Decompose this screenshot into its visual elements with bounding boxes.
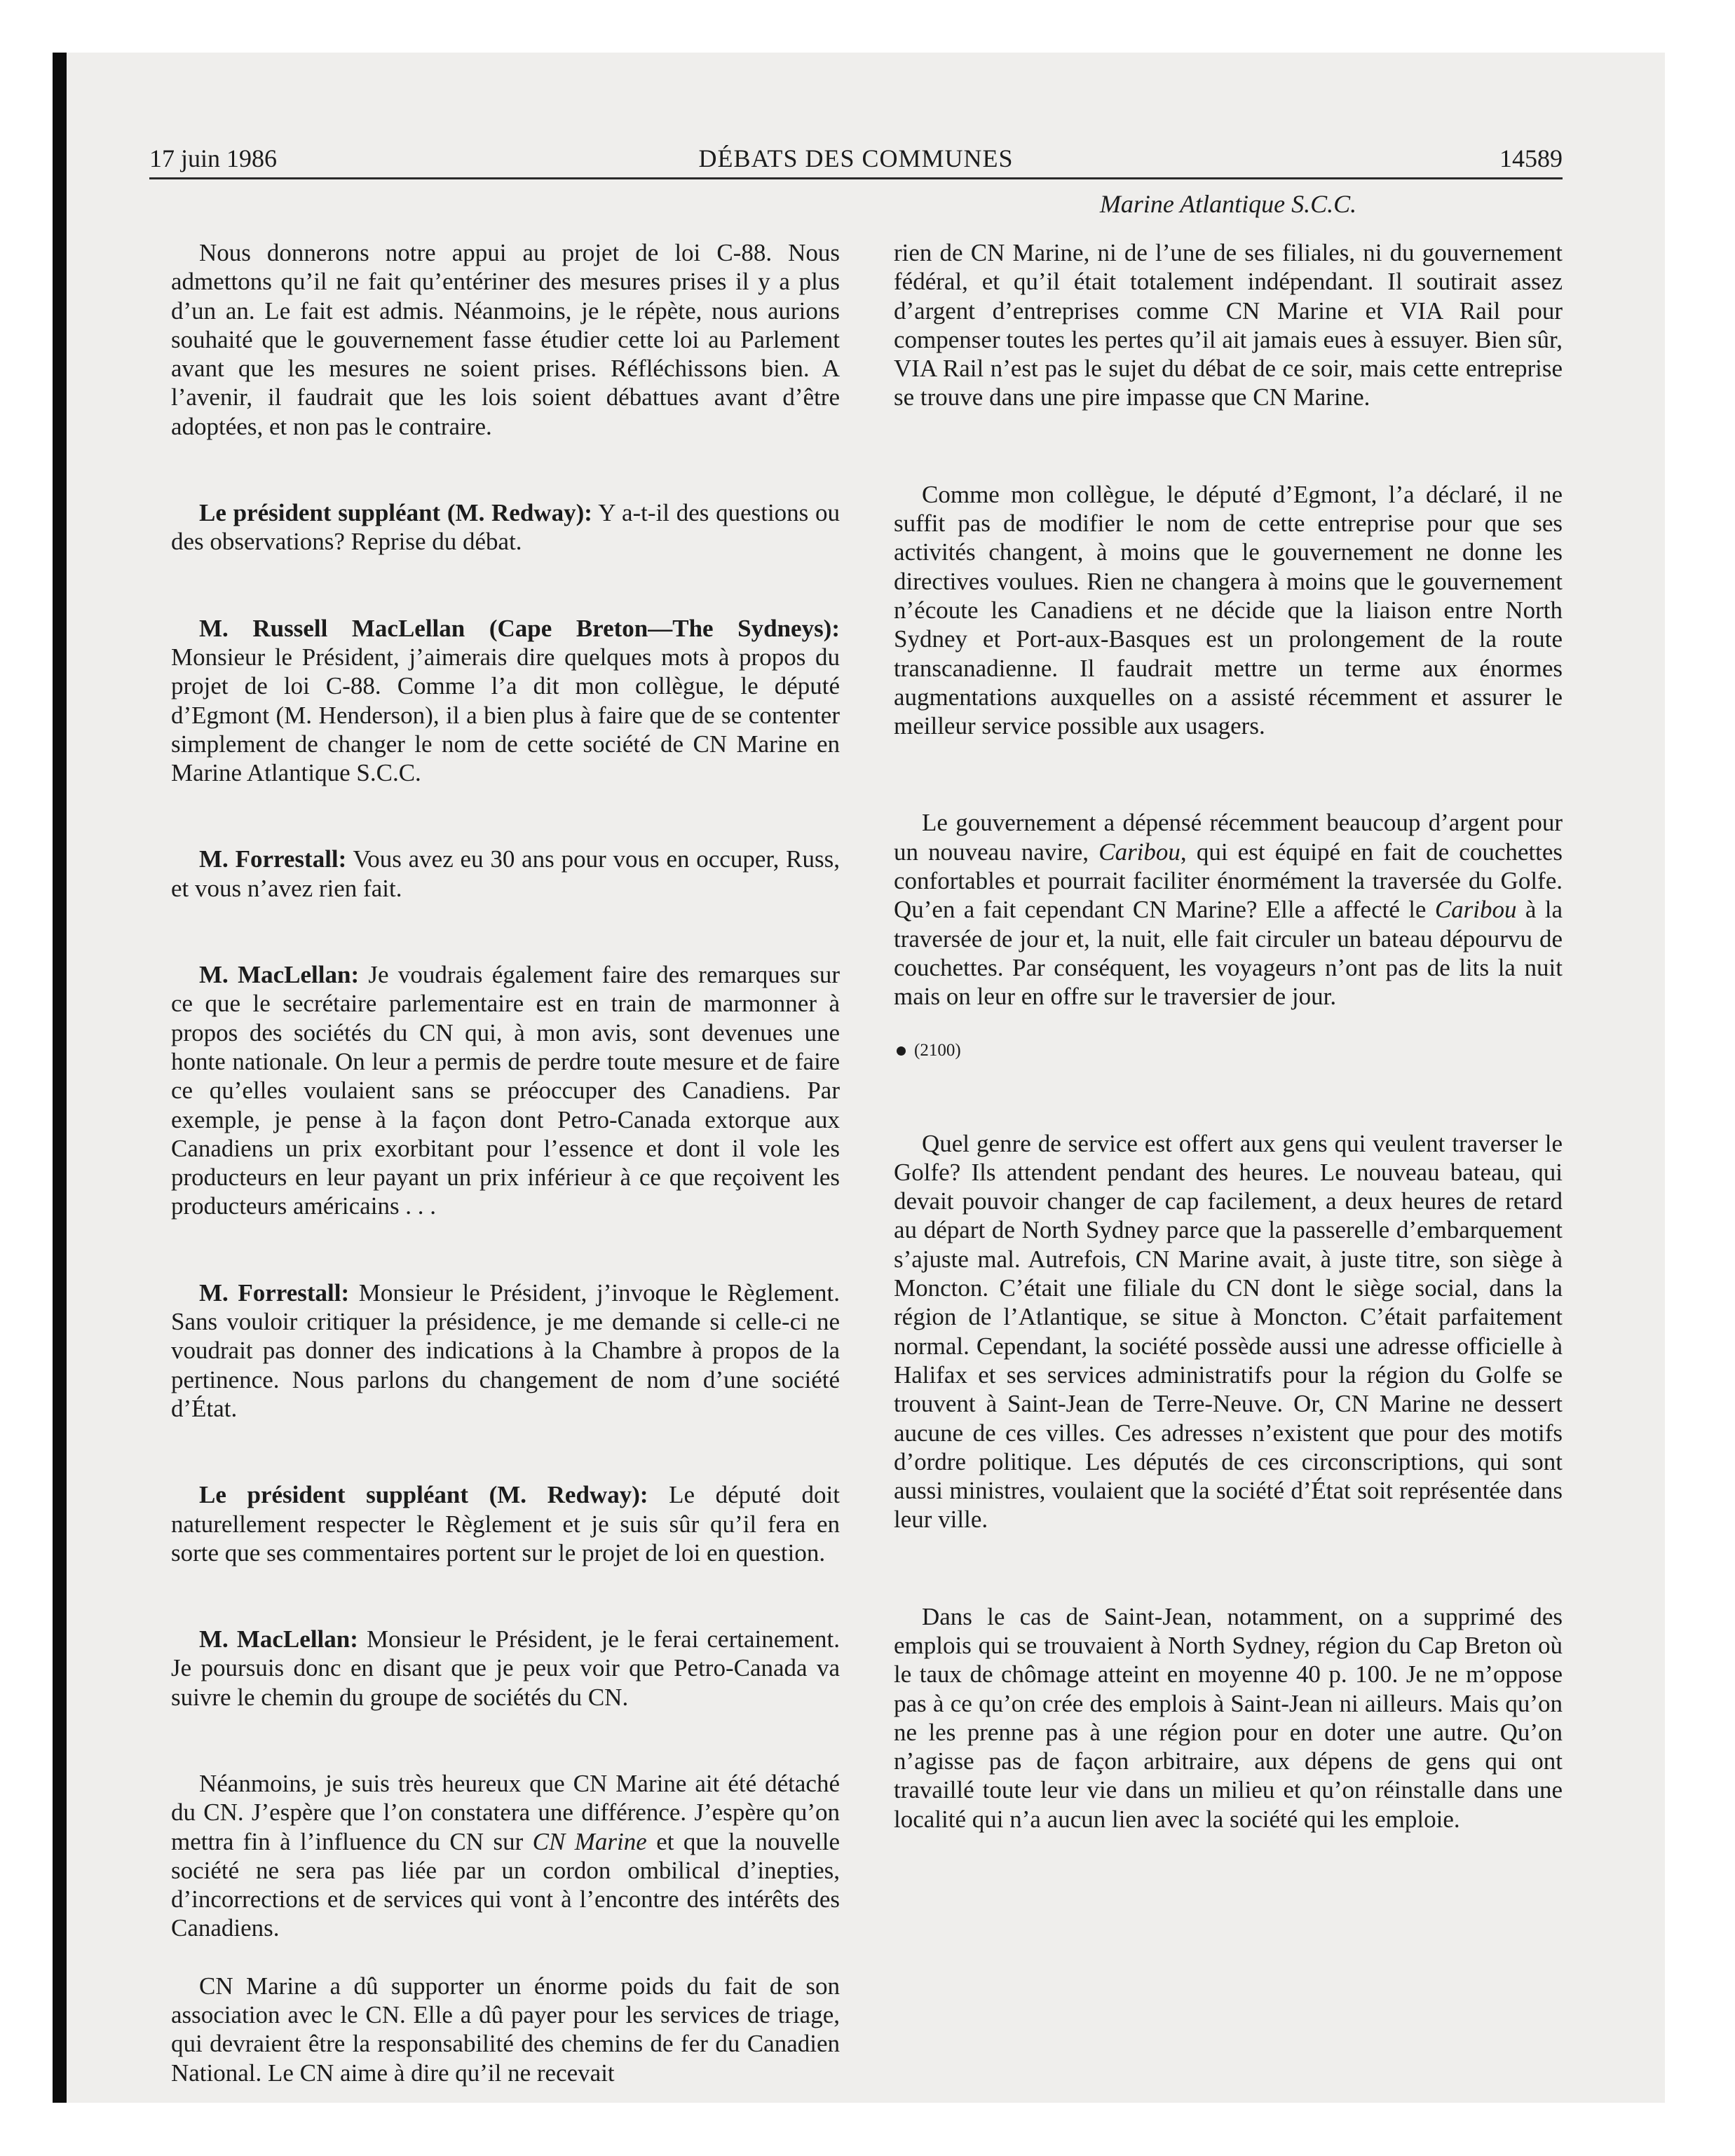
paragraph: [894, 1129, 1563, 1534]
paragraph: [894, 238, 1563, 412]
paragraph: [894, 808, 1563, 1011]
paragraph-text: Y a-t-il des questions ou des observations? Reprise du débat.: [171, 499, 841, 556]
paragraph: [171, 614, 840, 788]
header-title: DÉBATS DES COMMUNES: [698, 144, 1014, 172]
paragraph-text: Monsieur le Président, j’invoque le Règlement. Sans vouloir critiquer la présidence, je me demande si celle-ci ne voudrait pas donner des indications à la Chambre à propos de la pertinence. Nous parlons du changement de nom d’une société d’État.: [171, 1278, 841, 1422]
italic-text: Caribou: [1434, 896, 1517, 924]
speaker-name: Le président suppléant (M. Redway):: [199, 1481, 648, 1509]
paragraph-text: et que la nouvelle société ne sera pas liée par un cordon ombilical d’inepties, d’incorrections et de services qui vont à l’encontre des intérêts des Canadiens.: [171, 1827, 840, 1942]
header-date: 17 juin 1986: [149, 144, 278, 172]
paragraph-text: rien de CN Marine, ni de l’une de ses filiales, ni du gouvernement fédéral, et qu’il était totalement indépendant. Il soutirait assez d’argent d’entreprises comme CN Marine et VIA Rail pour compenser toutes les pertes qu’il ait jamais eues à essuyer. Bien sûr, VIA Rail n’est pas le sujet du débat de ce soir, mais cette entreprise se trouve dans une pire impasse que CN Marine.: [894, 239, 1563, 411]
paragraph-text: , qui est équipé en fait de couchettes confortables et pourrait faciliter énormément la traversée du Golfe. Qu’en a fait cependant CN Marine? Elle a affecté le: [894, 838, 1563, 924]
paragraph: [171, 1972, 840, 2087]
paragraph-text: Monsieur le Président, j’aimerais dire quelques mots à propos du projet de loi C-88. Comme l’a dit mon collègue, le député d’Egmont (M. Henderson), il a bien plus à faire que de se contenter simplement de changer le nom de cette société de CN Marine en Marine Atlantique S.C.C.: [171, 643, 840, 787]
paragraph: [171, 960, 840, 1221]
paragraph: [171, 1278, 840, 1423]
paragraph-text: Néanmoins, je suis très heureux que CN Marine ait été détaché du CN. J’espère que l’on constatera une différence. J’espère qu’on mettra fin à l’influence du CN sur: [171, 1769, 840, 1855]
italic-text: Caribou: [1098, 838, 1181, 866]
paragraph-text: Vous avez eu 30 ans pour vous en occuper, Russ, et vous n’avez rien fait.: [171, 845, 840, 902]
paragraph: [894, 1602, 1563, 1834]
right-column: [894, 238, 1563, 1862]
speaker-name: M. Forrestall:: [199, 845, 347, 873]
paragraph-text: Nous donnerons notre appui au projet de loi C-88. Nous admettons qu’il ne fait qu’entériner des mesures prises il y a plus d’un an. Le fait est admis. Néanmoins, je le répète, nous aurions souhaité que le gouvernement fasse étudier cette loi au Parlement avant que les mesures ne soient prises. Réfléchissons bien. A l’avenir, il faudrait que les lois soient débattues avant d’être adoptées, et non pas le contraire.: [171, 239, 840, 440]
paragraph-text: Monsieur le Président, je le ferai certainement. Je poursuis donc en disant que je peux voir que Petro-Canada va suivre le chemin du groupe de sociétés du CN.: [171, 1625, 840, 1711]
time-marker-text: (2100): [914, 1040, 961, 1060]
paragraph-text: Dans le cas de Saint-Jean, notamment, on a supprimé des emplois qui se trouvaient à North Sydney, région du Cap Breton où le taux de chômage atteint en moyenne 40 p. 100. Je ne m’oppose pas à ce qu’on crée des emplois à Saint-Jean ni ailleurs. Mais qu’on ne les prenne pas à une région pour en doter une autre. Qu’on n’agisse pas de façon arbitraire, aux dépens de gens qui ont travaillé toute leur vie dans un milieu et qu’on réinstalle dans une localité qui n’a aucun lien avec la société qui les emploie.: [894, 1602, 1563, 1833]
paragraph: [894, 480, 1563, 741]
paragraph-text: Je voudrais également faire des remarques sur ce que le secrétaire parlementaire est en train de marmonner à propos des sociétés du CN qui, à mon avis, sont devenues une honte nationale. On leur a permis de perdre toute mesure et de faire ce qu’elles voulaient sans se préoccuper des Canadiens. Par exemple, je pense à la façon dont Petro-Canada extorque aux Canadiens un prix exorbitant pour l’essence et dont il vole les producteurs en leur payant un prix inférieur à ce que reçoivent les producteurs américains . . .: [171, 961, 840, 1220]
italic-text: CN Marine: [532, 1827, 647, 1855]
page-header: [149, 140, 1563, 177]
paragraph-text: CN Marine a dû supporter un énorme poids du fait de son association avec le CN. Elle a dû payer pour les services de triage, qui devraient être la responsabilité des chemins de fer du Canadien National. Le CN aime à dire qu’il ne recevait: [171, 1972, 840, 2087]
paragraph: [171, 845, 840, 903]
running-title: Marine Atlantique S.C.C.: [1099, 190, 1357, 218]
speaker-name: M. MacLellan:: [199, 1625, 358, 1653]
speaker-name: M. Russell MacLellan (Cape Breton—The Sydneys):: [199, 614, 840, 642]
binding-edge: [53, 53, 67, 2103]
bullet-icon: [897, 1046, 906, 1056]
speaker-name: M. Forrestall:: [199, 1278, 350, 1306]
left-column: [171, 238, 840, 2116]
time-marker: [894, 1040, 1563, 1061]
paragraph: [171, 1769, 840, 1943]
speaker-name: M. MacLellan:: [199, 961, 360, 989]
paragraph-text: Le gouvernement a dépensé récemment beaucoup d’argent pour un nouveau navire,: [894, 809, 1563, 866]
paragraph-text: Quel genre de service est offert aux gens qui veulent traverser le Golfe? Ils attendent pendant des heures. Le nouveau bateau, qui devait pouvoir changer de cap facilement, a deux heures de retard au départ de North Sydney parce que la passerelle d’embarquement s’ajuste mal. Autrefois, CN Marine avait, à juste titre, son siège à Moncton. C’était une filiale du CN dont le siège social, dans la région de l’Atlantique, se situe à Moncton. C’était parfaitement normal. Cependant, la société possède aussi une adresse officielle à Halifax et ses services administratifs pour la région du Golfe se trouvent à Saint-Jean de Terre-Neuve. Or, CN Marine ne dessert aucune de ces villes. Ces adresses n’existent que pour des motifs d’ordre politique. Les députés de ces circonscriptions, qui sont aussi ministres, voulaient que la société d’État soit représentée dans leur ville.: [894, 1129, 1563, 1534]
paragraph-text: Le député doit naturellement respecter le Règlement et je suis sûr qu’il fera en sorte que ses commentaires portent sur le projet de loi en question.: [171, 1481, 840, 1567]
paragraph: [171, 1625, 840, 1712]
header-page-number: 14589: [1499, 144, 1563, 172]
paragraph: [171, 1480, 840, 1567]
header-rule: [149, 177, 1563, 179]
speaker-name: Le président suppléant (M. Redway):: [199, 499, 592, 527]
paragraph: [171, 498, 840, 557]
paragraph-text: à la traversée de jour et, la nuit, elle fait circuler un bateau dépourvu de couchettes. Par conséquent, les voyageurs n’ont pas de lits la nuit mais on leur en offre sur le traversier de jour.: [894, 896, 1563, 1011]
paragraph: [171, 238, 840, 441]
paragraph-text: Comme mon collègue, le député d’Egmont, l’a déclaré, il ne suffit pas de modifier le nom de cette entreprise pour que ses activités changent, à moins que le gouvernement ne donne les directives voulues. Rien ne changera à moins que le gouvernement n’écoute les Canadiens et ne décide que la liaison entre North Sydney et Port-aux-Basques est un prolongement de la route transcanadienne. Il faudrait mettre un terme aux énormes augmentations auxquelles on a assisté récemment et assurer le meilleur service possible aux usagers.: [894, 480, 1563, 740]
